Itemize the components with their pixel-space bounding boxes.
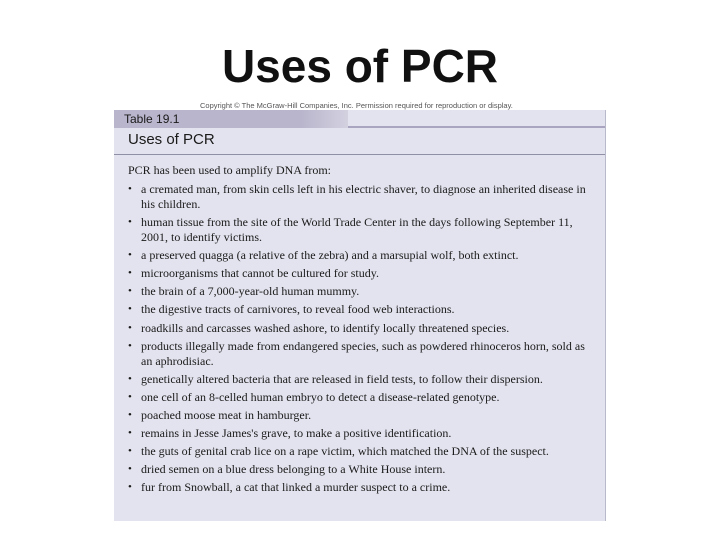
bullet-icon: •	[128, 445, 132, 458]
list-item	[128, 339, 598, 369]
bullet-icon: •	[128, 481, 132, 494]
bullet-icon: •	[128, 183, 132, 195]
list-item-text: fur from Snowball, a cat that linked a murder suspect to a crime.	[141, 480, 451, 495]
bullet-icon: •	[128, 463, 132, 476]
list-item-text: the brain of a 7,000-year-old human mummy.	[141, 284, 360, 299]
list-item-text: microorganisms that cannot be cultured for study.	[141, 266, 379, 281]
list-item	[128, 480, 598, 495]
table-panel	[114, 110, 606, 521]
slide-title: Uses of PCR	[221, 40, 499, 92]
list-item	[128, 462, 598, 477]
list-item	[128, 372, 598, 387]
list-item-text: human tissue from the site of the World Trade Center in the days following September 11, 2001, to identify victims.	[141, 215, 573, 245]
list-item	[128, 284, 598, 299]
list-item	[128, 248, 598, 263]
label-divider	[348, 126, 605, 128]
bullet-icon: •	[128, 249, 132, 262]
list-item-text: a preserved quagga (a relative of the zebra) and a marsupial wolf, both extinct.	[141, 248, 519, 263]
bullet-icon: •	[128, 339, 132, 352]
list-item	[128, 215, 598, 245]
intro-text: PCR has been used to amplify DNA from:	[128, 163, 331, 177]
list-item-text: remains in Jesse James's grave, to make a positive identification.	[141, 426, 452, 441]
table-heading: Uses of PCR	[128, 131, 215, 148]
list-item	[128, 426, 598, 441]
bullet-icon: •	[128, 372, 132, 385]
list-item	[128, 390, 598, 405]
list-item-text: genetically altered bacteria that are released in field tests, to follow their dispersion.	[141, 371, 543, 386]
copyright-notice: Copyright © The McGraw-Hill Companies, Inc. Permission required for reproduction or display.	[200, 101, 513, 110]
table-number-label: Table 19.1	[114, 110, 348, 128]
bullet-icon: •	[128, 427, 132, 440]
list-item	[128, 302, 598, 317]
bullet-icon: •	[128, 303, 132, 316]
list-item	[128, 182, 598, 212]
bullet-icon: •	[128, 321, 132, 334]
list-item-text: dried semen on a blue dress belonging to a White House intern.	[141, 462, 446, 477]
bullet-icon: •	[128, 216, 132, 229]
bullet-icon: •	[128, 390, 132, 403]
bullet-icon: •	[128, 408, 132, 421]
list-item	[128, 408, 598, 423]
heading-divider	[114, 154, 605, 155]
bullet-icon: •	[128, 285, 132, 298]
list-item	[128, 266, 598, 281]
list-item-text: roadkills and carcasses washed ashore, to identify locally threatened species.	[141, 320, 510, 335]
list-item-text: products illegally made from endangered species, such as powdered rhinoceros horn, sold as an aphrodisiac.	[141, 338, 585, 368]
uses-list	[128, 182, 598, 498]
list-item-text: the guts of genital crab lice on a rape victim, which matched the DNA of the suspect.	[141, 444, 549, 459]
list-item-text: a cremated man, from skin cells left in his electric shaver, to diagnose an inherited disease in his children.	[141, 182, 586, 211]
list-item	[128, 321, 598, 336]
list-item-text: poached moose meat in hamburger.	[141, 407, 312, 422]
bullet-icon: •	[128, 267, 132, 280]
list-item-text: the digestive tracts of carnivores, to reveal food web interactions.	[141, 302, 455, 317]
list-item	[128, 444, 598, 459]
list-item-text: one cell of an 8-celled human embryo to detect a disease-related genotype.	[141, 389, 500, 404]
